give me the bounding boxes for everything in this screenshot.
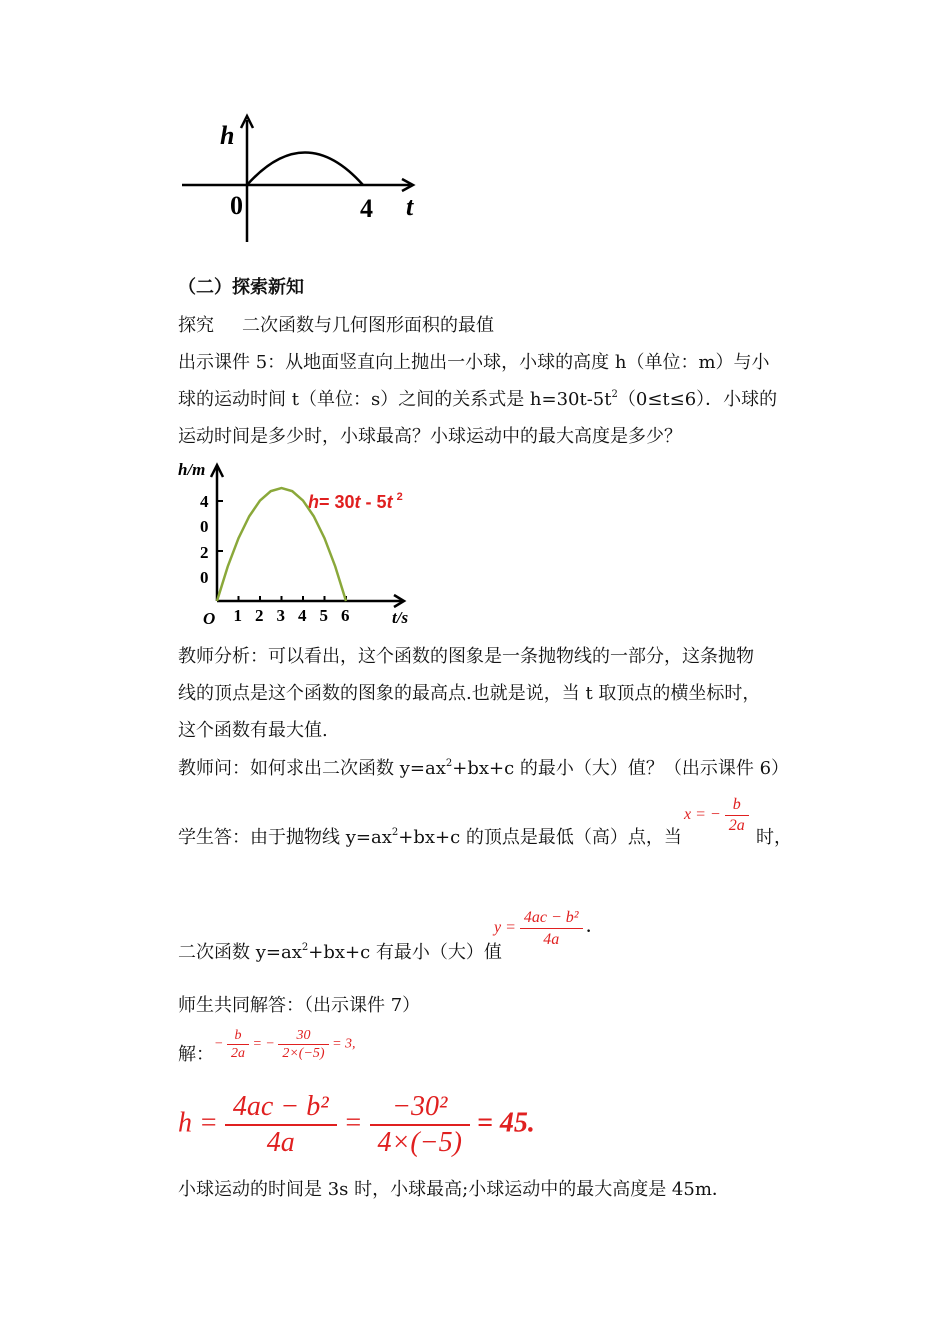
y-tick-label: 0 — [200, 568, 209, 587]
parabola-curve — [247, 153, 363, 186]
chart-origin-label: O — [203, 609, 216, 628]
x-tick-label: 2 — [255, 606, 264, 625]
problem-line-2: 球的运动时间 t（单位：s）之间的关系式是 $h=30t-5t^2(0\le t\le 6)$．小球的 — [178, 389, 778, 410]
origin-label: 0 — [230, 191, 243, 220]
problem-line-3: 运动时间是多少时，小球最高？小球运动中的最大高度是多少？ — [178, 426, 682, 447]
student-answer-end: 时， — [756, 827, 792, 848]
x-tick-label: 6 — [341, 606, 350, 625]
chart-x-label: t/s — [392, 608, 409, 627]
fraction: $\frac{30}{2\times(-5)}$ — [278, 1027, 328, 1062]
student-formula: x = − $\frac{b}{2a}$ — [684, 795, 749, 836]
fraction: $\frac{\text{4ac − b²}}{4a}$ — [520, 907, 583, 950]
explore-label: 探究 — [178, 315, 214, 336]
y-tick-label: 2 — [200, 543, 209, 562]
chart-formula: h= 30t - 5t $^2$ — [308, 491, 403, 512]
h-axis-label: h — [220, 121, 235, 150]
t-axis-label: t — [406, 192, 414, 221]
fraction: $\frac{\text{−30²}}{4\times(-5)}$ — [370, 1090, 470, 1160]
fraction: $\frac{b}{2a}$ — [227, 1027, 249, 1062]
section-heading: （二）探索新知 — [178, 277, 304, 298]
analysis-line-2: 线的顶点是这个函数的图象的最高点.也就是说，当 t 取顶点的横坐标时， — [178, 683, 761, 704]
x-tick-label: 3 — [276, 606, 285, 625]
x-tick-label: 4 — [298, 606, 307, 625]
explore-title: 二次函数与几何图形面积的最值 — [242, 315, 494, 336]
problem-line-1: 出示课件 5：从地面竖直向上抛出一小球，小球的高度 h（单位：m）与小 — [178, 352, 770, 373]
min-value-line: 二次函数 $y=ax^2+bx+c$ 有最小（大）值 — [178, 942, 502, 963]
max-height-formula: h = $\frac{\text{4ac − b²}}{4a}$ = $\frac{\text{−30²}}{4\times(-5)}$ = 45. — [178, 1091, 535, 1158]
vertex-formula: − $\frac{b}{2a}$ = − $\frac{30}{2\times(-5)}$ = 3, — [214, 1028, 356, 1061]
figure-h-t-sketch — [170, 110, 430, 250]
solution-label: 解： — [178, 1044, 214, 1065]
fraction: $\frac{b}{2a}$ — [725, 795, 749, 836]
analysis-line-3: 这个函数有最大值. — [178, 720, 328, 741]
chart-y-label: h/m — [178, 460, 206, 479]
fraction: $\frac{\text{4ac − b²}}{4a}$ — [225, 1090, 337, 1160]
explore-line — [178, 314, 494, 338]
student-answer: 学生答：由于抛物线 $y=ax^2+bx+c$ 的顶点是最低（高）点，当 — [178, 827, 682, 848]
parabola-chart — [170, 455, 430, 630]
y-tick-label: 0 — [200, 517, 209, 536]
x-tick-label: 5 — [319, 606, 328, 625]
y-tick-label: 4 — [200, 492, 209, 511]
teacher-question: 教师问：如何求出二次函数 $y=ax^2+bx+c$ 的最小（大）值？（出示课件 6） — [178, 758, 790, 779]
x-tick-label: 1 — [233, 606, 242, 625]
min-value-formula: y = $\frac{\text{4ac − b²}}{4a}$ . — [494, 909, 591, 948]
analysis-line-1: 教师分析：可以看出，这个函数的图象是一条抛物线的一部分，这条抛物 — [178, 646, 754, 667]
conclusion: 小球运动的时间是 3s 时，小球最高;小球运动中的最大高度是 45m． — [178, 1179, 730, 1200]
solve-heading: 师生共同解答：（出示课件 7） — [178, 995, 421, 1016]
x-end-label: 4 — [360, 194, 373, 223]
